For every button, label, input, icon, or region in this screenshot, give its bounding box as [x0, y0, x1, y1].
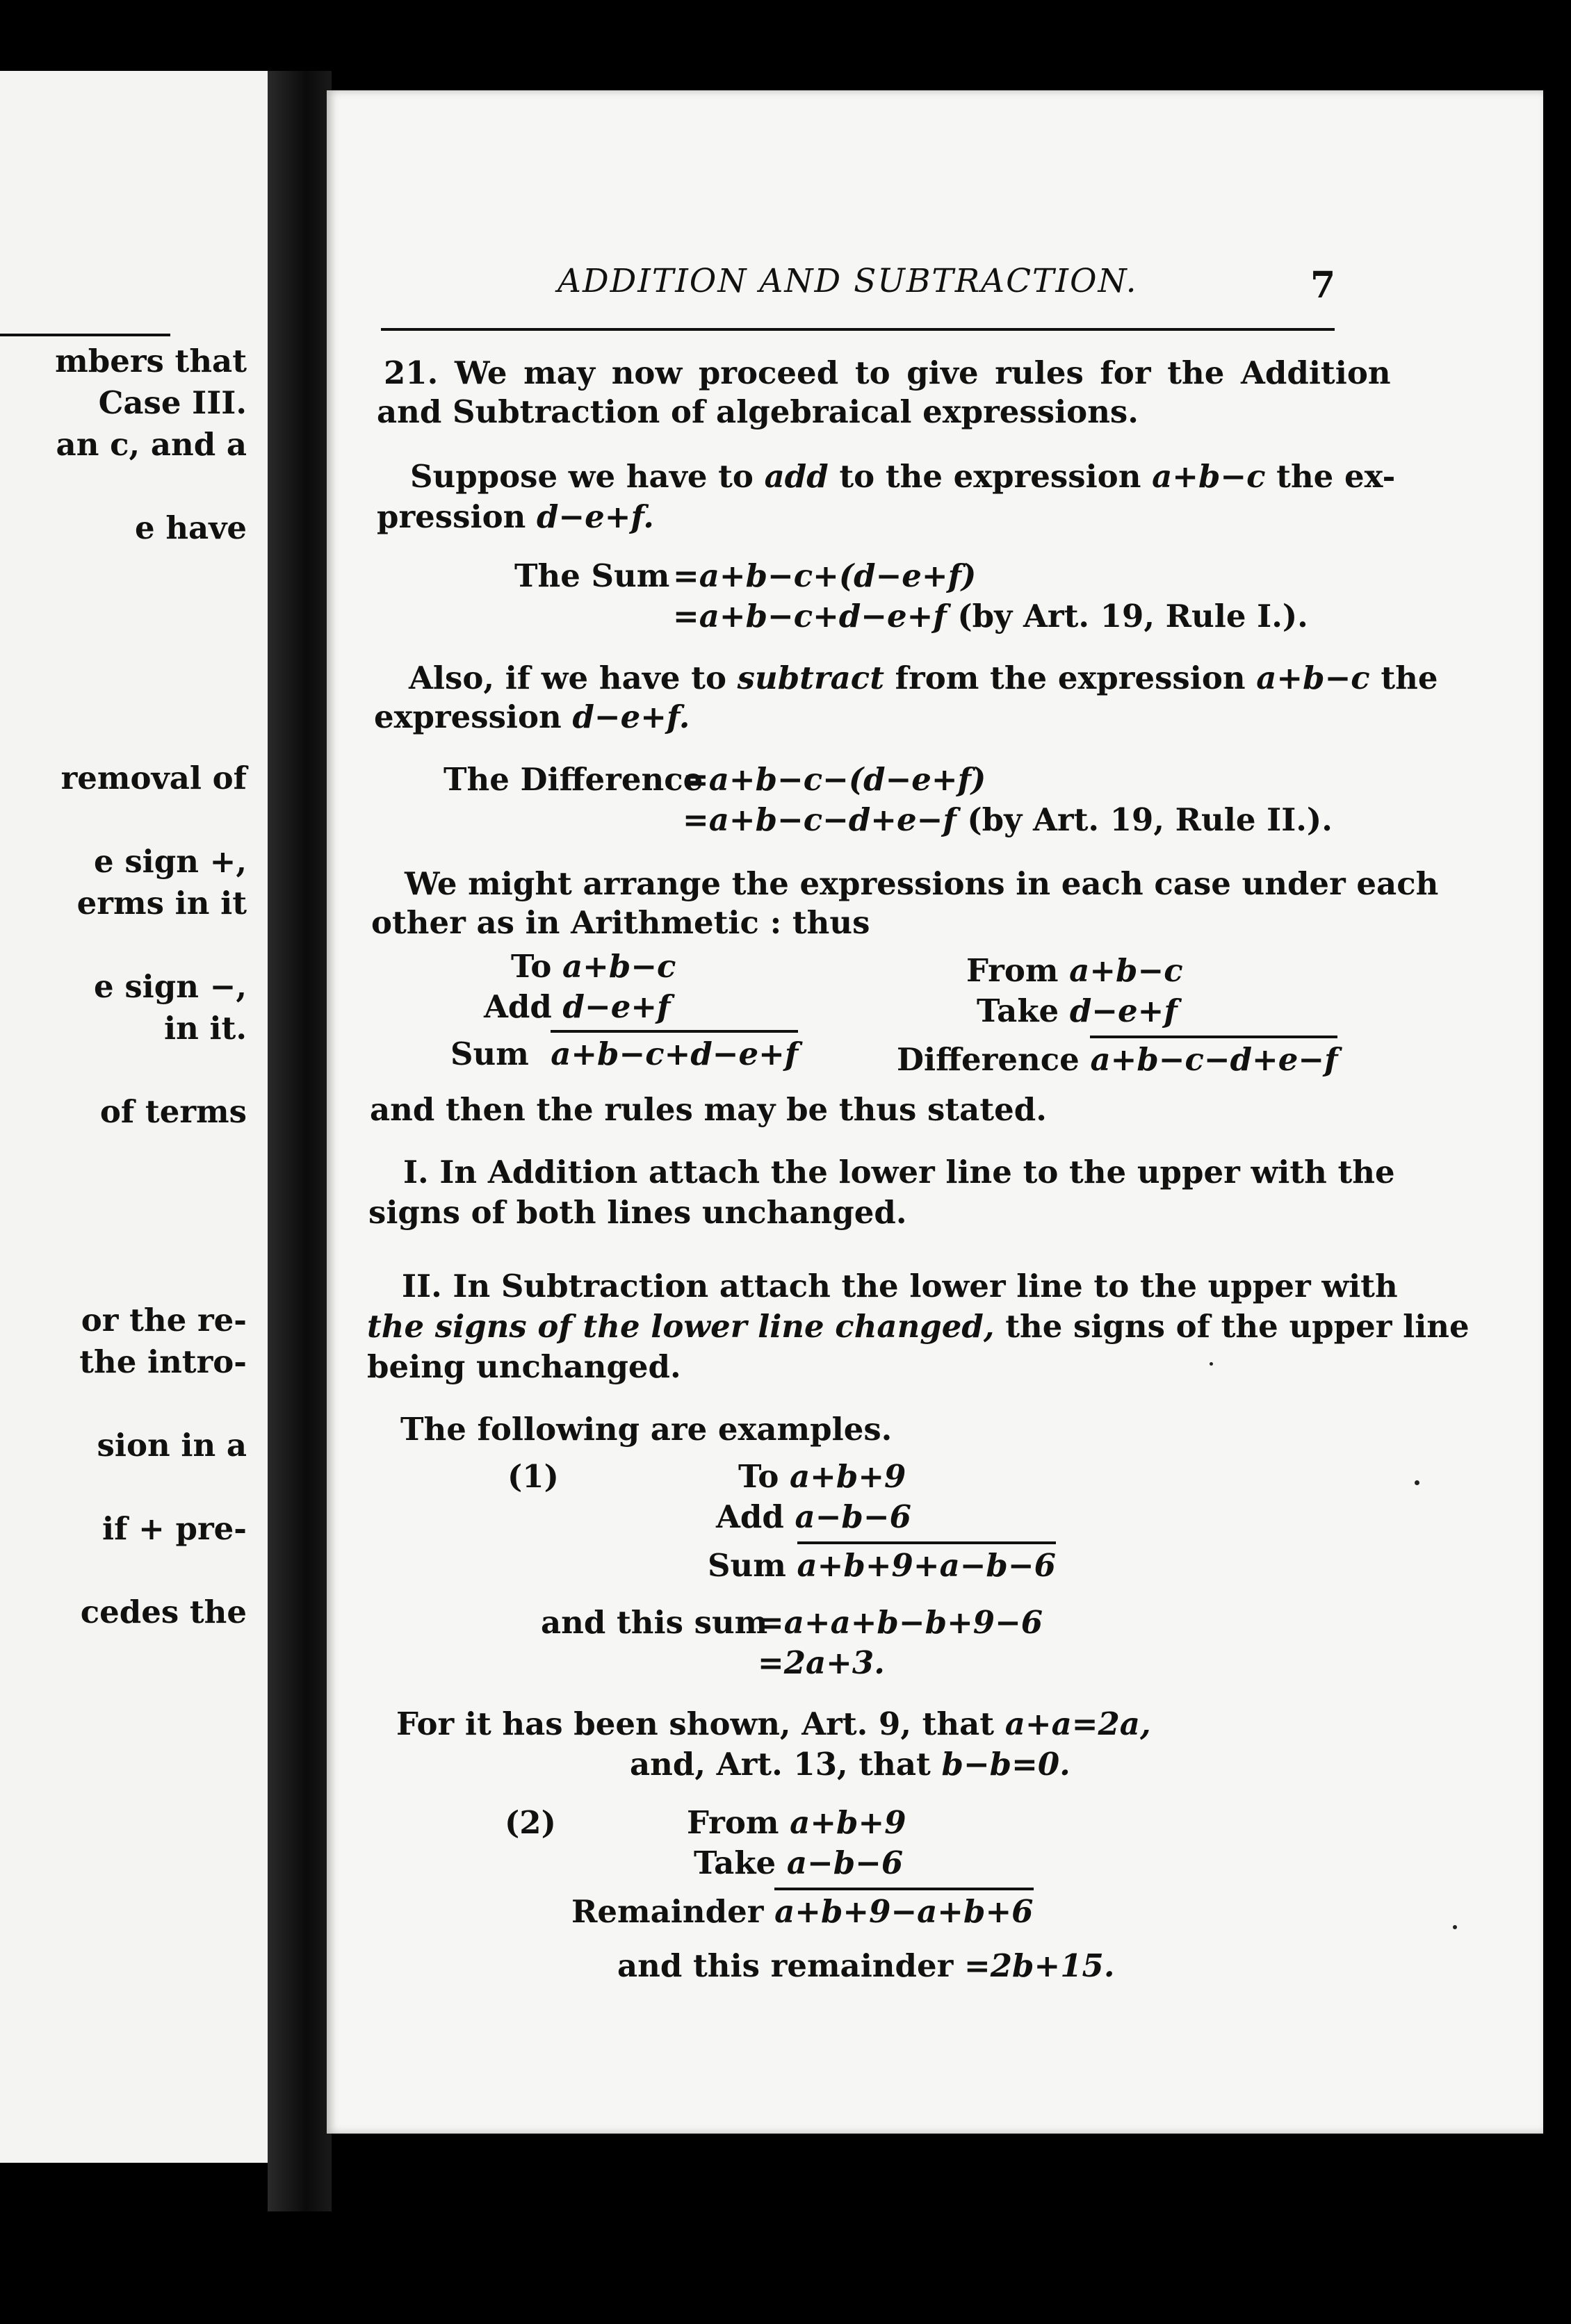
para-arrange-line-1: We might arrange the expressions in each case under each — [405, 865, 1439, 902]
label: Remainder — [571, 1893, 764, 1930]
left-page-line: cedes the — [80, 1594, 247, 1630]
emphasis: the signs of the lower line changed, — [367, 1308, 995, 1345]
para-suppose-line-1 — [410, 457, 1395, 497]
math-expr: =2b+15. — [964, 1947, 1115, 1984]
ex2-remainder — [571, 1892, 1034, 1932]
math-expr: d−e+f — [562, 988, 671, 1025]
left-page-line — [55, 591, 247, 632]
left-page-line: e sign +, — [94, 843, 247, 880]
math-expr: a+b−c — [1069, 952, 1183, 989]
ink-speck — [1453, 1925, 1457, 1929]
left-page-line — [55, 799, 247, 841]
left-page-line: removal of — [60, 760, 247, 796]
left-page-line — [55, 1133, 247, 1175]
math-expr: a+b+9 — [790, 1458, 906, 1495]
page-number: 7 — [1310, 264, 1336, 306]
ex1-sum — [708, 1546, 1056, 1586]
label: To — [511, 948, 552, 985]
math-expr: a+b−c+d−e+f — [551, 1030, 798, 1072]
math-expr: a−b−6 — [795, 1498, 911, 1535]
text: and, Art. 13, that — [630, 1746, 942, 1783]
label: Add — [716, 1498, 784, 1535]
ex1-this-sum-line-1: =a+a+b−b+9−6 — [758, 1604, 1043, 1641]
left-page-line — [55, 1049, 247, 1091]
label: Sum — [708, 1547, 786, 1584]
left-page-line: sion in a — [97, 1427, 247, 1464]
emphasis-subtract: subtract — [737, 660, 884, 696]
text: For it has been shown, Art. 9, that — [396, 1705, 1005, 1742]
text: Suppose we have to — [410, 458, 765, 495]
label: Take — [694, 1844, 776, 1881]
reference: (by Art. 19, Rule II.). — [967, 801, 1333, 838]
left-page-line — [55, 1466, 247, 1508]
text: the ex- — [1265, 458, 1396, 495]
text: from the expression — [884, 660, 1257, 696]
left-page — [0, 71, 269, 2163]
left-page-line — [55, 924, 247, 966]
text: expression — [374, 698, 573, 735]
text: Also, if we have to — [409, 660, 738, 696]
left-page-line: an c, and a — [56, 426, 247, 463]
left-page-line — [55, 1175, 247, 1216]
para-21-line-2: and Subtraction of algebraical expressions. — [377, 393, 1139, 430]
left-page-line — [55, 466, 247, 507]
label: From — [687, 1804, 779, 1841]
rule-1-line-2: signs of both lines unchanged. — [368, 1194, 907, 1231]
ex1-to — [738, 1457, 906, 1497]
left-page-line — [55, 1258, 247, 1300]
label: Take — [977, 992, 1059, 1029]
examples-intro: The following are examples. — [400, 1411, 893, 1448]
left-page-line: of terms — [99, 1093, 247, 1130]
math-expr: a+b+9+a−b−6 — [797, 1541, 1056, 1584]
sum-line-1: =a+b−c+(d−e+f) — [673, 557, 977, 594]
left-page-line — [55, 1383, 247, 1425]
text: pression — [377, 498, 537, 535]
left-page-line — [55, 1550, 247, 1591]
math-expr: b−b=0. — [941, 1746, 1071, 1783]
arr-take — [977, 991, 1178, 1031]
label: Sum — [450, 1036, 529, 1072]
label: Add — [484, 988, 552, 1025]
rule-2-line-3: being unchanged. — [367, 1348, 681, 1385]
left-page-line — [55, 716, 247, 758]
arr-sum — [450, 1034, 798, 1074]
book-gutter — [268, 71, 332, 2211]
left-page-line: if + pre- — [102, 1510, 247, 1547]
reference: (by Art. 19, Rule I.). — [957, 598, 1308, 635]
right-page — [327, 90, 1543, 2134]
math-expr: a+b+9 — [790, 1804, 906, 1841]
math-expr: =a+b−c+d−e+f — [673, 598, 947, 635]
text: to the expression — [828, 458, 1153, 495]
math-expr: a+b−c — [1152, 458, 1266, 495]
label: From — [966, 952, 1059, 989]
ex1-this-sum-label: and this sum — [541, 1604, 768, 1641]
header-rule — [381, 328, 1335, 331]
left-page-line: in it. — [163, 1010, 247, 1047]
math-expr: =a+b−c−d+e−f — [683, 801, 957, 838]
left-page-line: erms in it — [76, 885, 247, 922]
math-expr: d−e+f — [1069, 992, 1178, 1029]
label: Difference — [897, 1041, 1080, 1078]
para-21-line-1: 21. We may now proceed to give rules for the Addition — [384, 354, 1391, 391]
difference-line-1: =a+b−c−(d−e+f) — [683, 761, 986, 798]
ex1-add — [716, 1497, 911, 1537]
math-expr: a+b+9−a+b+6 — [774, 1888, 1033, 1930]
math-expr: a−b−6 — [786, 1844, 904, 1881]
arr-difference — [897, 1040, 1337, 1080]
para-also-line-1 — [409, 658, 1438, 698]
rule-2-line-2 — [367, 1307, 1470, 1347]
left-page-line — [55, 549, 247, 591]
left-page-text — [55, 341, 247, 1633]
math-expr: d−e+f. — [536, 498, 654, 535]
para-suppose-line-2 — [377, 497, 654, 537]
shown-line-1 — [396, 1704, 1151, 1744]
difference-line-2 — [683, 800, 1333, 840]
math-expr: a+b−c — [562, 948, 676, 985]
rule-2-line-1: II. In Subtraction attach the lower line to the upper with — [402, 1268, 1398, 1304]
arr-add — [484, 987, 670, 1027]
label: To — [738, 1458, 779, 1495]
para-also-line-2 — [374, 697, 690, 737]
para-arrange-line-2: other as in Arithmetic : thus — [371, 904, 870, 941]
label: and this remainder — [617, 1947, 954, 1984]
ex2-this-remainder — [617, 1946, 1115, 1986]
ink-speck — [1210, 1362, 1213, 1366]
left-page-line — [55, 632, 247, 674]
math-expr: a+b−c−d+e−f — [1090, 1036, 1337, 1078]
left-page-line — [55, 674, 247, 716]
rules-intro: and then the rules may be thus stated. — [370, 1091, 1047, 1128]
math-expr: d−e+f. — [572, 698, 690, 735]
running-title: ADDITION AND SUBTRACTION. — [557, 262, 1138, 300]
ex1-this-sum-line-2: =2a+3. — [758, 1644, 885, 1681]
ex2-from — [687, 1803, 906, 1843]
arr-to — [511, 947, 676, 987]
ex2-take — [694, 1843, 903, 1883]
difference-label: The Difference — [443, 761, 703, 798]
left-page-line: e sign −, — [94, 968, 247, 1005]
rule-1-line-1: I. In Addition attach the lower line to the upper with the — [403, 1154, 1395, 1190]
left-page-line: e have — [135, 509, 247, 546]
text: the signs of the upper line — [994, 1308, 1470, 1345]
ink-speck — [1415, 1480, 1419, 1485]
left-page-line: Case III. — [98, 384, 247, 421]
left-header-rule — [0, 334, 170, 336]
arr-from — [966, 951, 1183, 991]
text: the — [1369, 660, 1438, 696]
example-1-number: (1) — [507, 1458, 559, 1495]
shown-line-2 — [630, 1744, 1071, 1785]
sum-line-2 — [673, 596, 1308, 637]
example-2-number: (2) — [505, 1804, 556, 1841]
emphasis-add: add — [764, 458, 829, 495]
sum-label: The Sum — [514, 557, 670, 594]
left-page-line: mbers that — [55, 343, 247, 379]
left-page-line: the intro- — [79, 1343, 247, 1380]
math-expr: a+a=2a, — [1004, 1705, 1151, 1742]
left-page-line: or the re- — [81, 1302, 247, 1339]
left-page-line — [55, 1216, 247, 1258]
math-expr: a+b−c — [1256, 660, 1370, 696]
